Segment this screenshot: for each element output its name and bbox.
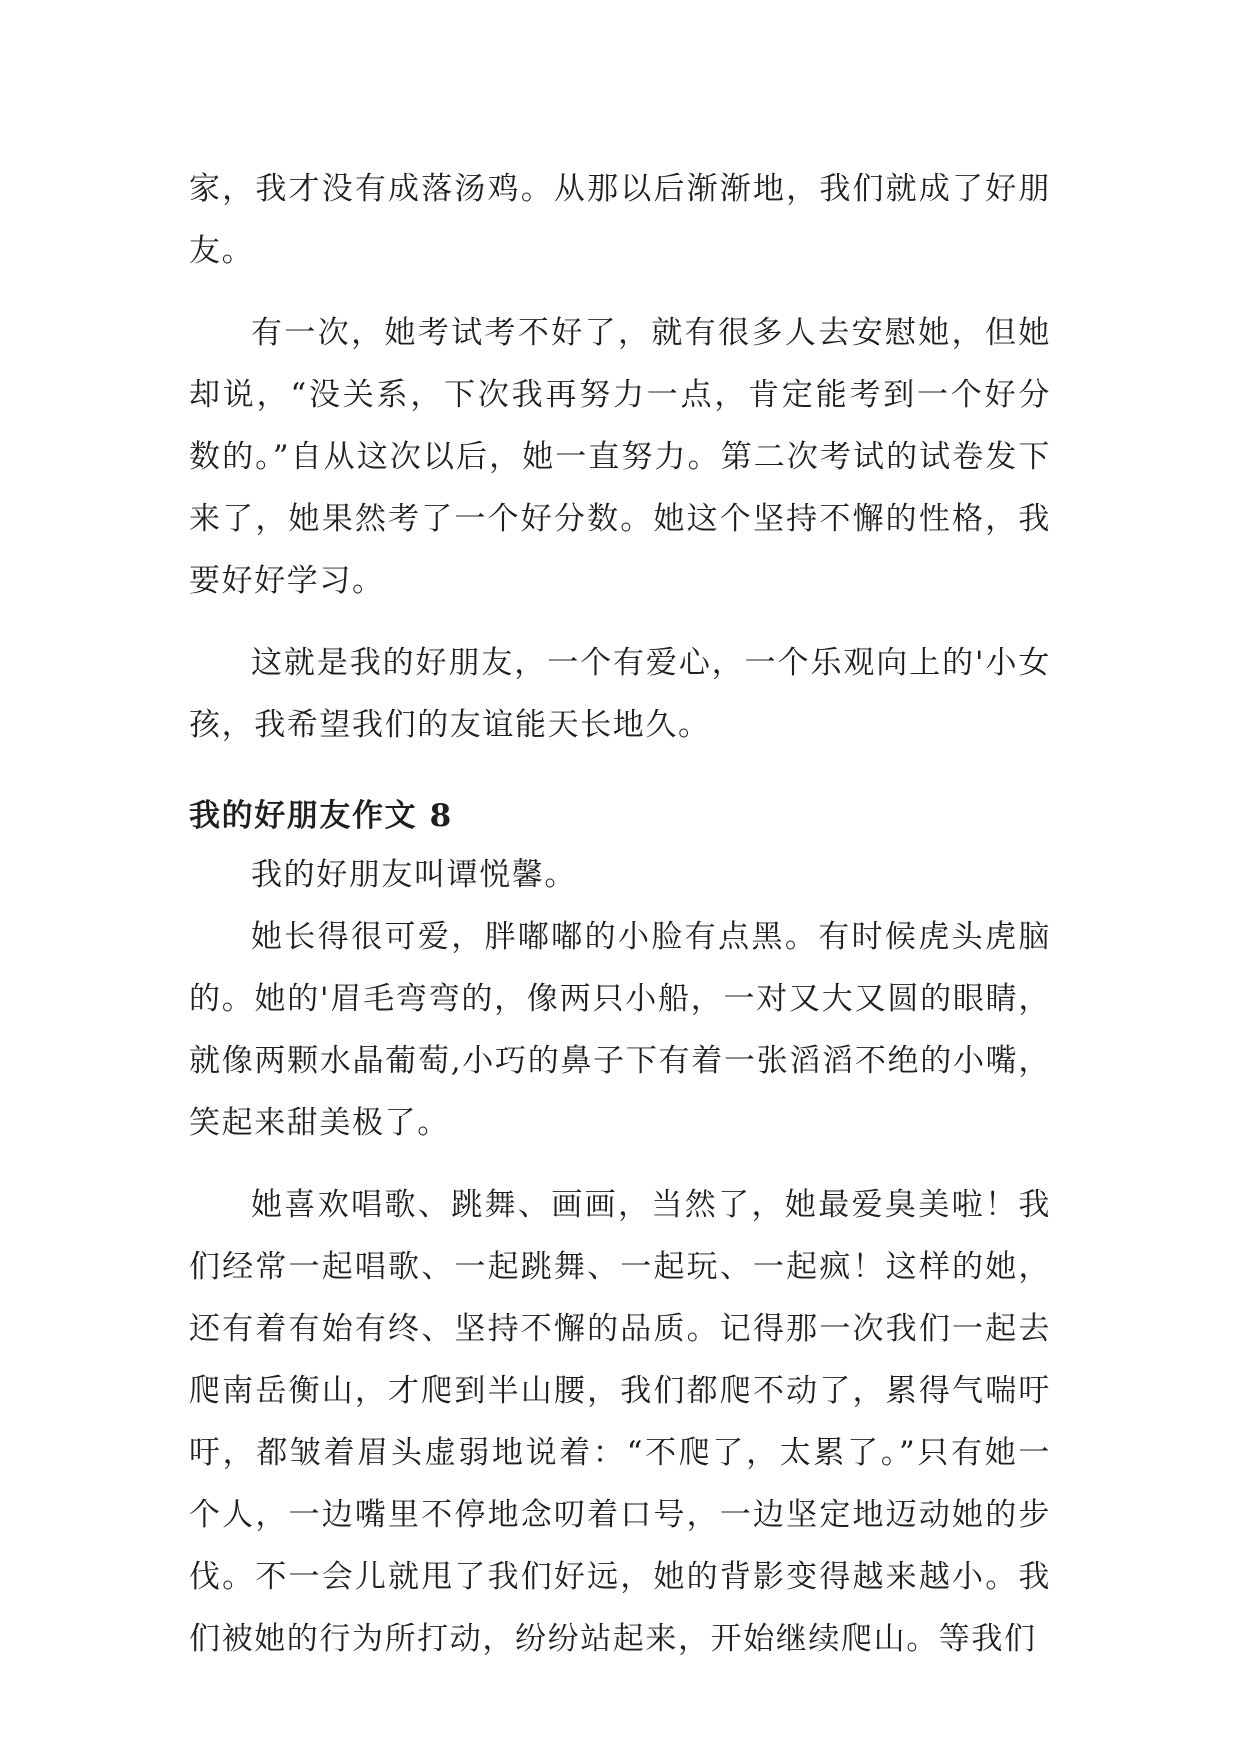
paragraph-exam-story: 有一次，她考试考不好了，就有很多人去安慰她，但她却说，“没关系，下次我再努力一点，肯定能考到一个好分数的。”自从这次以后，她一直努力。第二次考试的试卷发下来了，她果然考了一个好分数。她这个坚持不懈的性格，我要好好学习。 [189, 315, 1051, 599]
section-title: 我的好朋友作文 8 [189, 798, 453, 834]
paragraph-appearance: 她长得很可爱，胖嘟嘟的小脸有点黑。有时候虎头虎脑的。她的'眉毛弯弯的，像两只小船，一对又大又圆的眼睛，就像两颗水晶葡萄,小巧的鼻子下有着一张滔滔不绝的小嘴，笑起来甜美极了。 [189, 919, 1051, 1141]
document-body [189, 158, 1051, 1690]
paragraph-hobbies: 她喜欢唱歌、跳舞、画画，当然了，她最爱臭美啦！我们经常一起唱歌、一起跳舞、一起玩、一起疯！这样的她，还有着有始有终、坚持不懈的品质。记得那一次我们一起去爬南岳衡山，才爬到半山腰，我们都爬不动了，累得气喘吁吁，都皱着眉头虚弱地说着：“不爬了，太累了。”只有她一个人，一边嘴里不停地念叨着口号，一边坚定地迈动她的步伐。不一会儿就甩了我们好远，她的背影变得越来越小。我们被她的行为所打动，纷纷站起来，开始继续爬山。等我们 [189, 1187, 1051, 1657]
paragraph-intro: 我的好朋友叫谭悦馨。 [251, 857, 577, 893]
paragraph-conclusion: 这就是我的好朋友，一个有爱心，一个乐观向上的'小女孩，我希望我们的友谊能天长地久。 [189, 645, 1051, 743]
paragraph-continued: 家，我才没有成落汤鸡。从那以后渐渐地，我们就成了好朋友。 [189, 171, 1051, 269]
